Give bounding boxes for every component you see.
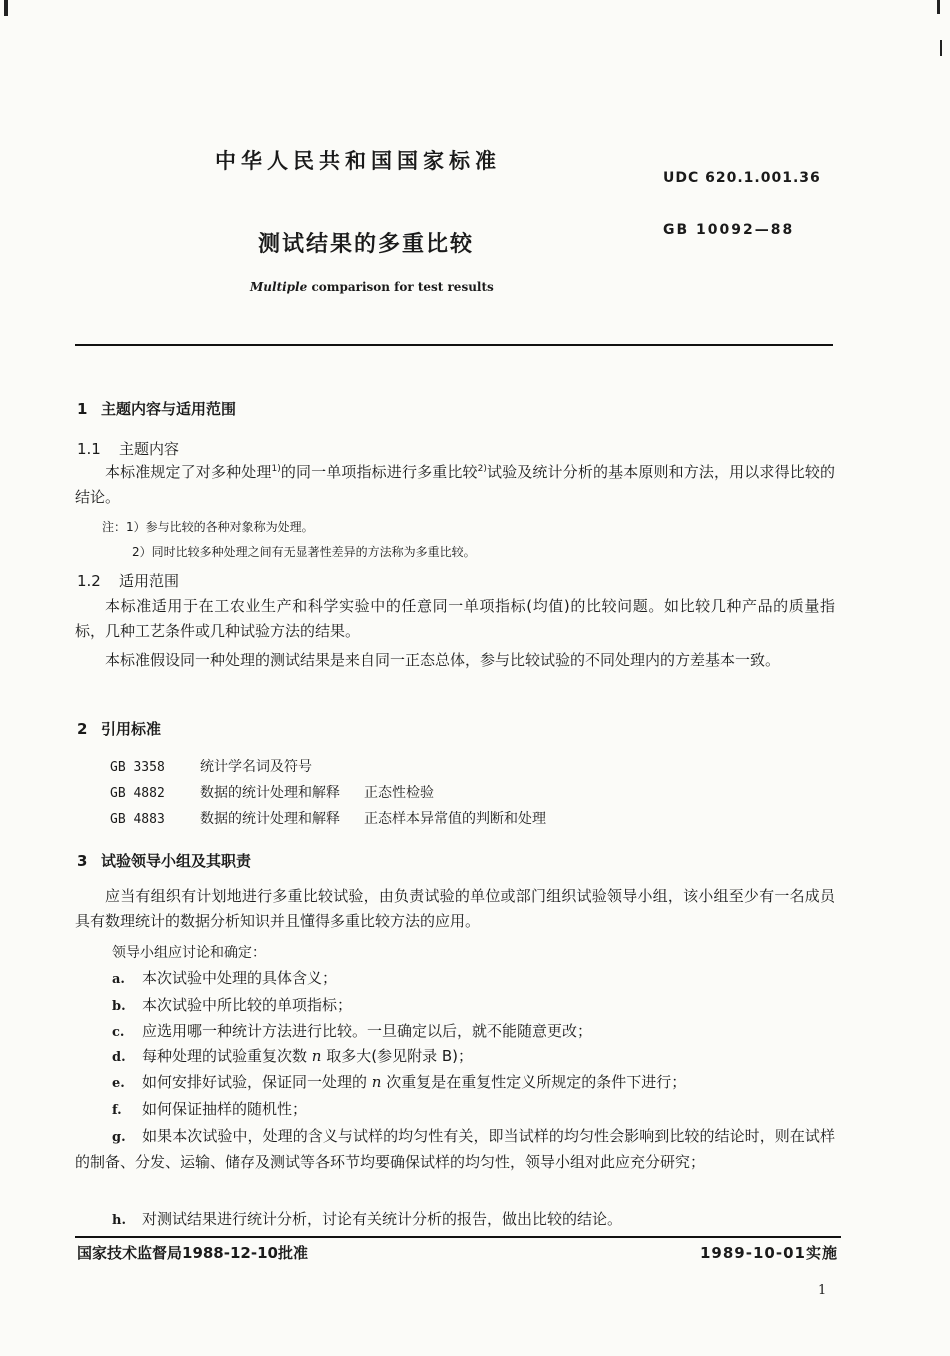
section-title: 试验领导小组及其职责	[101, 852, 252, 870]
note-1: 注：1）参与比较的各种对象称为处理。	[102, 520, 314, 534]
list-text: 次重复是在重复性定义所规定的条件下进行；	[381, 1073, 687, 1091]
list-item-g	[75, 1124, 835, 1175]
list-text: 本次试验中处理的具体含义；	[142, 969, 338, 987]
reference-row	[110, 808, 546, 828]
list-label: d.	[112, 1050, 126, 1065]
reference-row	[110, 756, 312, 776]
list-item-c	[112, 1020, 592, 1041]
list-label: f.	[112, 1103, 122, 1118]
document-title-en	[250, 280, 494, 294]
reference-code: GB 4882	[110, 786, 165, 801]
list-label: h.	[112, 1213, 126, 1228]
reference-code: GB 3358	[110, 760, 165, 775]
section-number: 1.2	[77, 572, 101, 590]
para-text: 的同一单项指标进行多重比较	[280, 463, 478, 481]
list-text: 每种处理的试验重复次数	[142, 1047, 312, 1065]
footnote-ref-1: 1)	[271, 464, 281, 474]
section-1-heading	[77, 398, 236, 419]
list-text: 如果本次试验中，处理的含义与试样的均匀性有关，即当试样的均匀性会影响到比较的结论时，则在试样的制备、分发、运输、储存及测试等各环节均要确保试样的均匀性，领导小组对此应充分研究；	[75, 1127, 835, 1171]
list-item-d	[112, 1045, 473, 1066]
para-text: 本标准规定了对多种处理	[105, 463, 272, 481]
list-text: 本次试验中所比较的单项指标；	[142, 996, 353, 1014]
variable-n: n	[311, 1047, 322, 1065]
list-text: 取多大(参见附录 B)；	[321, 1047, 473, 1065]
section-number: 1.1	[77, 440, 101, 458]
reference-code: GB 4883	[110, 812, 165, 827]
section-1-1-paragraph	[75, 460, 835, 510]
list-item-e	[112, 1071, 686, 1092]
scan-mark-top-left	[4, 0, 8, 16]
scan-mark-top-right	[937, 0, 940, 14]
header-rule	[75, 344, 833, 346]
title-en-rest: comparison for test results	[307, 280, 494, 294]
footnote-ref-2: 2)	[477, 464, 487, 474]
udc-code: UDC 620.1.001.36	[663, 170, 821, 186]
reference-name: 数据的统计处理和解释	[200, 811, 340, 827]
scan-mark-right	[940, 40, 942, 56]
section-1-2-paragraph-2: 本标准假设同一种处理的测试结果是来自同一正态总体，参与比较试验的不同处理内的方差基本一致。	[105, 651, 781, 669]
list-text: 如何安排好试验，保证同一处理的	[142, 1073, 372, 1091]
gb-code: GB 10092—88	[663, 222, 795, 238]
reference-name: 统计学名词及符号	[200, 759, 312, 775]
list-label: e.	[112, 1076, 125, 1091]
document-title-cn: 测试结果的多重比较	[258, 232, 475, 257]
effective-date: 1989-10-01实施	[700, 1244, 838, 1262]
section-1-1-heading	[77, 438, 179, 459]
para-text: 试验及统计分析的基本原则和方法，用以求得比较的结论。	[75, 463, 835, 506]
section-3-paragraph-2: 领导小组应讨论和确定：	[112, 945, 266, 961]
section-3-heading	[77, 850, 251, 871]
section-3-paragraph-1: 应当有组织有计划地进行多重比较试验，由负责试验的单位或部门组织试验领导小组，该小组至少有一名成员具有数理统计的数据分析知识并且懂得多重比较方法的应用。	[75, 887, 835, 930]
section-number: 2	[77, 720, 88, 738]
list-item-b	[112, 994, 352, 1015]
section-title: 适用范围	[119, 572, 180, 590]
section-1-2-paragraph-1: 本标准适用于在工农业生产和科学实验中的任意同一单项指标(均值)的比较问题。如比较几种产品的质量指标，几种工艺条件或几种试验方法的结果。	[75, 597, 835, 640]
reference-name: 数据的统计处理和解释	[200, 785, 340, 801]
section-2-heading	[77, 718, 161, 739]
list-label: g.	[112, 1130, 126, 1145]
reference-subtitle: 正态样本异常值的判断和处理	[364, 811, 546, 827]
reference-row	[110, 782, 434, 802]
title-en-italic: Multiple	[250, 280, 308, 294]
section-title: 主题内容与适用范围	[101, 400, 237, 418]
reference-subtitle: 正态性检验	[364, 785, 434, 801]
section-1-2-heading	[77, 570, 179, 591]
list-text: 如何保证抽样的随机性；	[142, 1100, 308, 1118]
variable-n: n	[371, 1073, 382, 1091]
list-label: c.	[112, 1025, 125, 1040]
list-label: a.	[112, 972, 125, 987]
list-text: 应选用哪一种统计方法进行比较。一旦确定以后，就不能随意更改；	[142, 1022, 593, 1040]
page-number: 1	[818, 1283, 827, 1298]
section-title: 主题内容	[119, 440, 180, 458]
section-title: 引用标准	[101, 720, 162, 738]
list-text: 对测试结果进行统计分析，讨论有关统计分析的报告，做出比较的结论。	[142, 1210, 623, 1228]
list-item-a	[112, 967, 337, 988]
standard-organization: 中华人民共和国国家标准	[215, 149, 501, 173]
footer-rule	[75, 1236, 841, 1238]
list-item-f	[112, 1098, 307, 1119]
note-2: 2）同时比较多种处理之间有无显著性差异的方法称为多重比较。	[132, 545, 476, 559]
section-number: 1	[77, 400, 88, 418]
list-label: b.	[112, 999, 126, 1014]
approval-note: 国家技术监督局1988-12-10批准	[77, 1244, 308, 1262]
section-number: 3	[77, 852, 88, 870]
list-item-h	[112, 1208, 622, 1229]
